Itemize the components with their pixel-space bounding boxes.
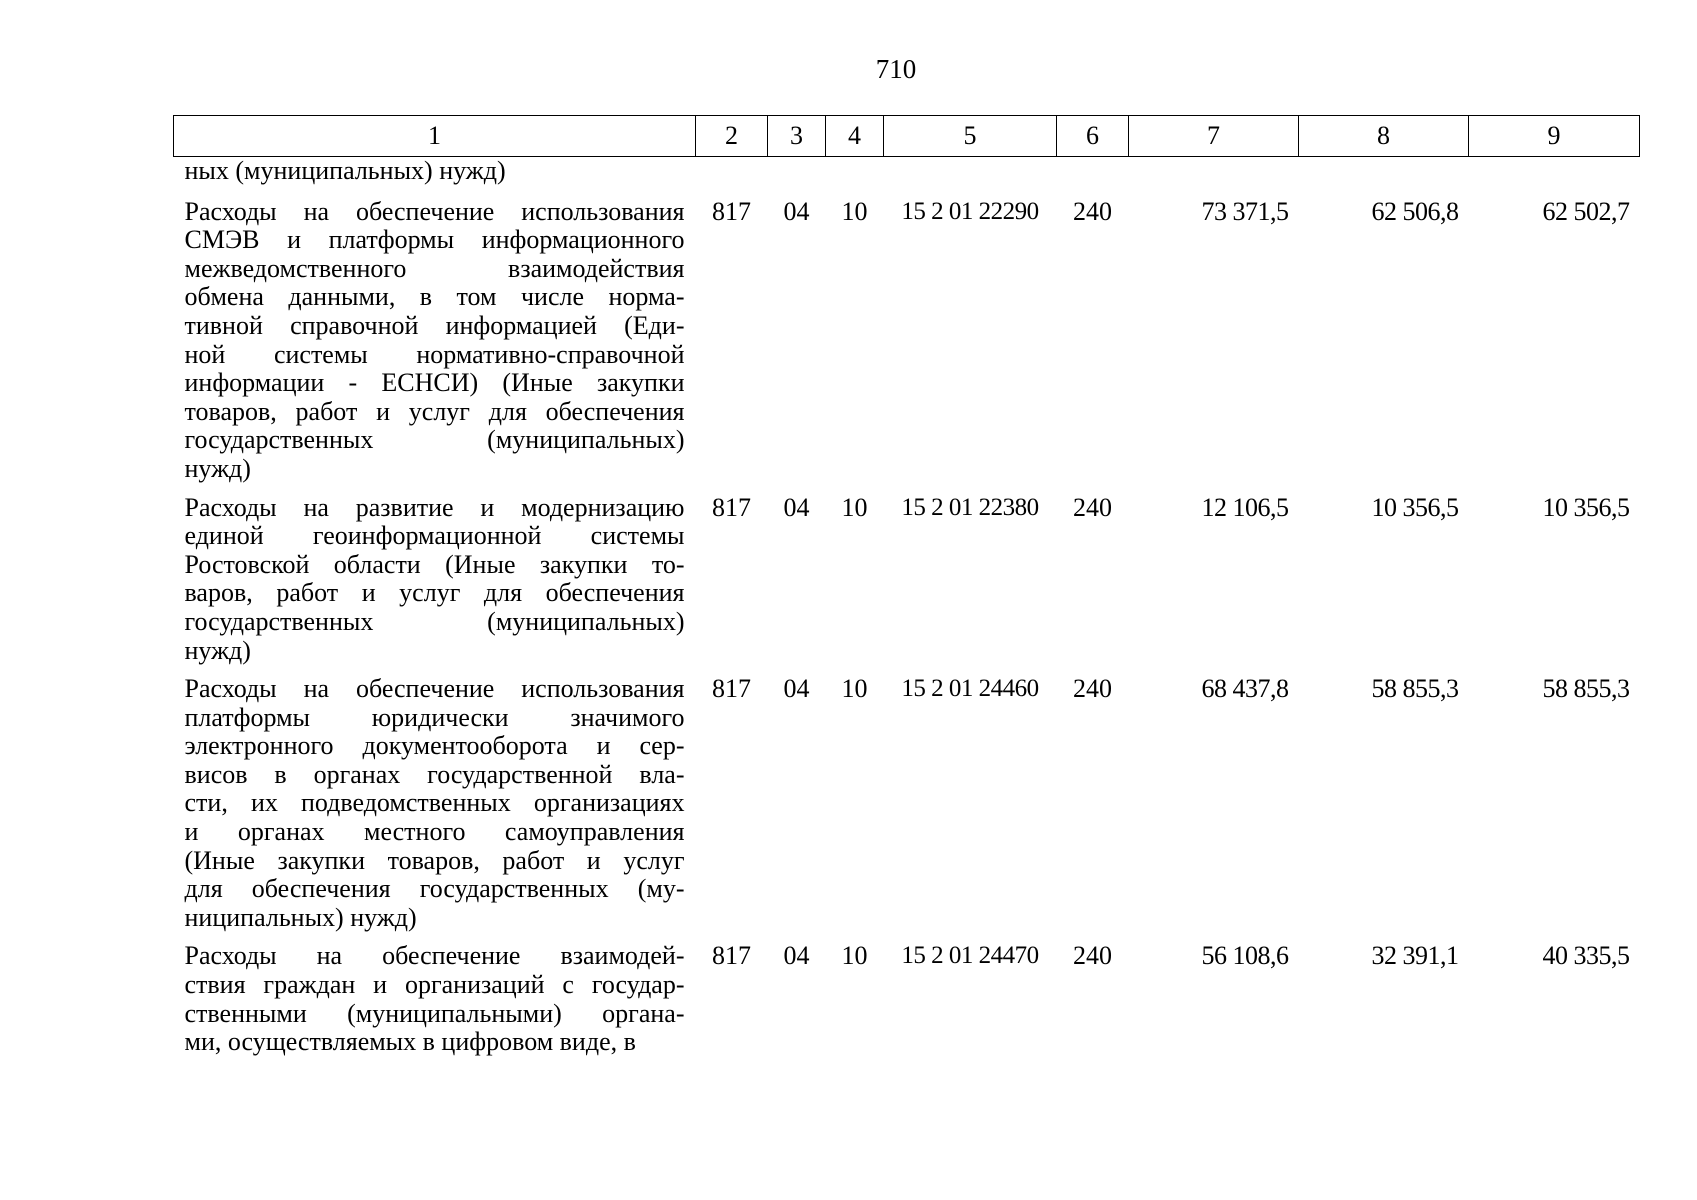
description-line: нужд): [184, 453, 251, 483]
row-description: [174, 494, 696, 676]
row-description: [174, 942, 696, 1066]
description-line: Расходы на обеспечение взаимодей-: [184, 941, 685, 971]
description-line: ствия граждан и организаций с государ-: [184, 970, 685, 1000]
page-number: 710: [875, 54, 917, 84]
cell-ministry-code: 817: [712, 196, 751, 226]
table-row: [174, 198, 1640, 494]
description-line: информации - ЕСНСИ) (Иные закупки: [184, 368, 685, 398]
cell-target-article: 15 2 01 22290: [901, 197, 1039, 225]
continuation-line: ных (муниципальных) нужд): [184, 156, 506, 185]
description-line: варов, работ и услуг для обеспечения: [184, 578, 685, 608]
cell-section-code: 04: [783, 674, 810, 704]
continuation-row: [174, 157, 1640, 198]
cell-section-code: 04: [783, 492, 810, 522]
header-col-2: 2: [696, 116, 768, 157]
description-line: единой геоинформационной системы: [184, 521, 685, 551]
description-line: (Иные закупки товаров, работ и услуг: [184, 845, 685, 875]
cell-amount-year-3: 40 335,5: [1542, 941, 1630, 971]
row-description: [174, 198, 696, 494]
header-col-8: 8: [1299, 116, 1469, 157]
cell-expense-type: 240: [1073, 492, 1112, 522]
description-line: ной системы нормативно-справочной: [184, 339, 685, 369]
cell-amount-year-3: 10 356,5: [1542, 492, 1630, 522]
cell-section-code: 04: [783, 196, 810, 226]
description-line: межведомственного взаимодействия: [184, 253, 685, 283]
cell-amount-year-2: 32 391,1: [1371, 941, 1459, 971]
cell-amount-year-1: 12 106,5: [1201, 492, 1289, 522]
description-line: государственных (муниципальных): [184, 425, 685, 455]
cell-amount-year-2: 62 506,8: [1371, 196, 1459, 226]
cell-expense-type: 240: [1073, 674, 1112, 704]
description-line: обмена данными, в том числе норма-: [184, 282, 685, 312]
header-col-1: 1: [174, 116, 696, 157]
description-line: нужд): [184, 635, 251, 665]
cell-subsection-code: 10: [841, 674, 868, 704]
header-col-9: 9: [1469, 116, 1640, 157]
cell-target-article: 15 2 01 24470: [901, 942, 1039, 970]
description-line: Ростовской области (Иные закупки то-: [184, 549, 685, 579]
cell-subsection-code: 10: [841, 196, 868, 226]
table-row: [174, 494, 1640, 676]
description-line: и органах местного самоуправления: [184, 817, 685, 847]
header-col-6: 6: [1057, 116, 1129, 157]
cell-section-code: 04: [783, 941, 810, 971]
continuation-text: [174, 157, 1640, 198]
cell-target-article: 15 2 01 22380: [901, 493, 1039, 521]
cell-expense-type: 240: [1073, 196, 1112, 226]
table-row: [174, 675, 1640, 942]
table-row: [174, 942, 1640, 1066]
header-col-7: 7: [1129, 116, 1299, 157]
description-line: Расходы на развитие и модернизацию: [184, 492, 685, 522]
cell-ministry-code: 817: [712, 492, 751, 522]
header-col-3: 3: [768, 116, 826, 157]
header-col-5: 5: [884, 116, 1057, 157]
description-line: электронного документооборота и сер-: [184, 731, 685, 761]
description-line: Расходы на обеспечение использования: [184, 674, 685, 704]
budget-table: [173, 115, 1640, 1067]
cell-amount-year-2: 10 356,5: [1371, 492, 1459, 522]
cell-amount-year-1: 68 437,8: [1201, 674, 1289, 704]
cell-amount-year-3: 62 502,7: [1542, 196, 1630, 226]
description-line: ниципальных) нужд): [184, 902, 417, 932]
description-line: сти, их подведомственных организациях: [184, 788, 685, 818]
cell-amount-year-1: 73 371,5: [1201, 196, 1289, 226]
cell-expense-type: 240: [1073, 941, 1112, 971]
cell-amount-year-2: 58 855,3: [1371, 674, 1459, 704]
cell-amount-year-3: 58 855,3: [1542, 674, 1630, 704]
cell-subsection-code: 10: [841, 492, 868, 522]
description-line: ми, осуществляемых в цифровом виде, в: [184, 1027, 636, 1057]
description-line: ственными (муниципальными) органа-: [184, 998, 685, 1028]
row-description: [174, 675, 696, 942]
table-body: [174, 157, 1640, 1067]
description-line: висов в органах государственной вла-: [184, 759, 685, 789]
cell-ministry-code: 817: [712, 674, 751, 704]
cell-amount-year-1: 56 108,6: [1201, 941, 1289, 971]
table-header: [174, 116, 1640, 157]
header-col-4: 4: [826, 116, 884, 157]
description-line: для обеспечения государственных (му-: [184, 874, 685, 904]
cell-ministry-code: 817: [712, 941, 751, 971]
description-line: государственных (муниципальных): [184, 606, 685, 636]
description-line: товаров, работ и услуг для обеспечения: [184, 396, 685, 426]
description-line: Расходы на обеспечение использования: [184, 196, 685, 226]
cell-subsection-code: 10: [841, 941, 868, 971]
description-line: платформы юридически значимого: [184, 702, 685, 732]
cell-target-article: 15 2 01 24460: [901, 675, 1039, 703]
description-line: СМЭВ и платформы информационного: [184, 225, 685, 255]
description-line: тивной справочной информацией (Еди-: [184, 310, 685, 340]
